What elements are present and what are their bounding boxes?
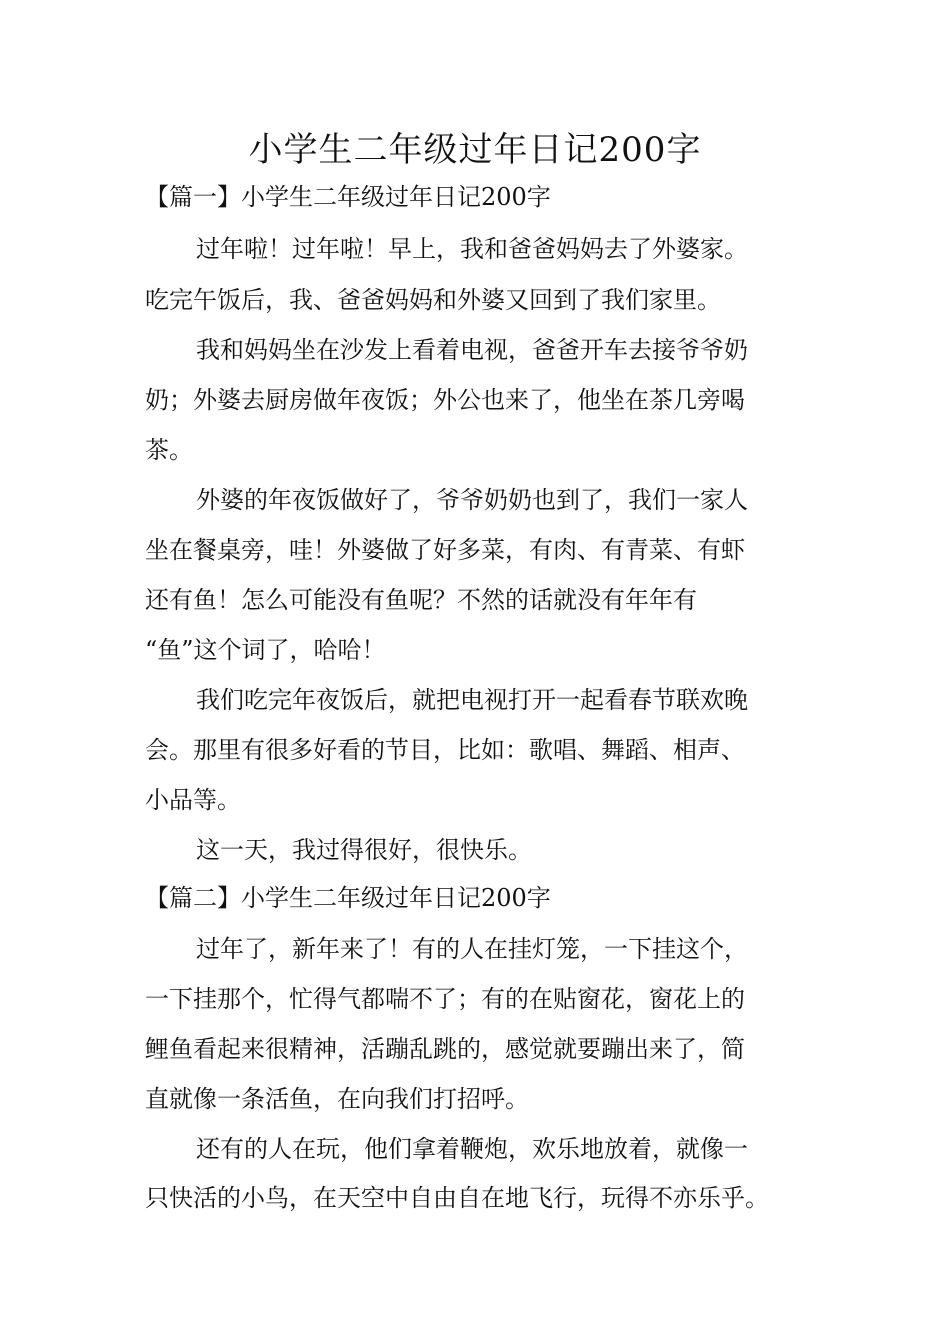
paragraph-line: 只快活的小鸟，在天空中自由自在地飞行，玩得不亦乐乎。 bbox=[145, 1184, 769, 1212]
paragraph-line: 会。那里有很多好看的节目，比如：歌唱、舞蹈、相声、 bbox=[145, 736, 745, 764]
paragraph-line: 我和妈妈坐在沙发上看着电视，爸爸开车去接爷爷奶 bbox=[196, 336, 748, 364]
paragraph-line: 过年啦！过年啦！早上，我和爸爸妈妈去了外婆家。 bbox=[196, 235, 748, 263]
paragraph-line: 我们吃完年夜饭后，就把电视打开一起看春节联欢晚 bbox=[196, 686, 748, 714]
paragraph-line: 这一天，我过得很好，很快乐。 bbox=[196, 836, 532, 864]
paragraph-line: 直就像一条活鱼，在向我们打招呼。 bbox=[145, 1085, 529, 1113]
section-heading-1: 【篇一】小学生二年级过年日记200字 bbox=[145, 183, 551, 211]
paragraph-line: 过年了，新年来了！有的人在挂灯笼，一下挂这个， bbox=[196, 935, 748, 963]
paragraph-line: 吃完午饭后，我、爸爸妈妈和外婆又回到了我们家里。 bbox=[145, 286, 721, 314]
paragraph-line: 茶。 bbox=[145, 436, 193, 464]
paragraph-line: 鲤鱼看起来很精神，活蹦乱跳的，感觉就要蹦出来了，简 bbox=[145, 1035, 745, 1063]
paragraph-line: 还有的人在玩，他们拿着鞭炮，欢乐地放着，就像一 bbox=[196, 1135, 748, 1163]
paragraph-line: “鱼”这个词了，哈哈！ bbox=[145, 636, 386, 664]
paragraph-line: 小品等。 bbox=[145, 786, 241, 814]
section-heading-2: 【篇二】小学生二年级过年日记200字 bbox=[145, 884, 551, 912]
paragraph-line: 坐在餐桌旁，哇！外婆做了好多菜，有肉、有青菜、有虾 bbox=[145, 536, 745, 564]
paragraph-line: 一下挂那个，忙得气都喘不了；有的在贴窗花，窗花上的 bbox=[145, 985, 745, 1013]
paragraph-line: 奶；外婆去厨房做年夜饭；外公也来了，他坐在茶几旁喝 bbox=[145, 386, 745, 414]
paragraph-line: 外婆的年夜饭做好了，爷爷奶奶也到了，我们一家人 bbox=[196, 486, 748, 514]
paragraph-line: 还有鱼！怎么可能没有鱼呢？不然的话就没有年年有 bbox=[145, 586, 697, 614]
document-title: 小学生二年级过年日记200字 bbox=[248, 130, 702, 170]
